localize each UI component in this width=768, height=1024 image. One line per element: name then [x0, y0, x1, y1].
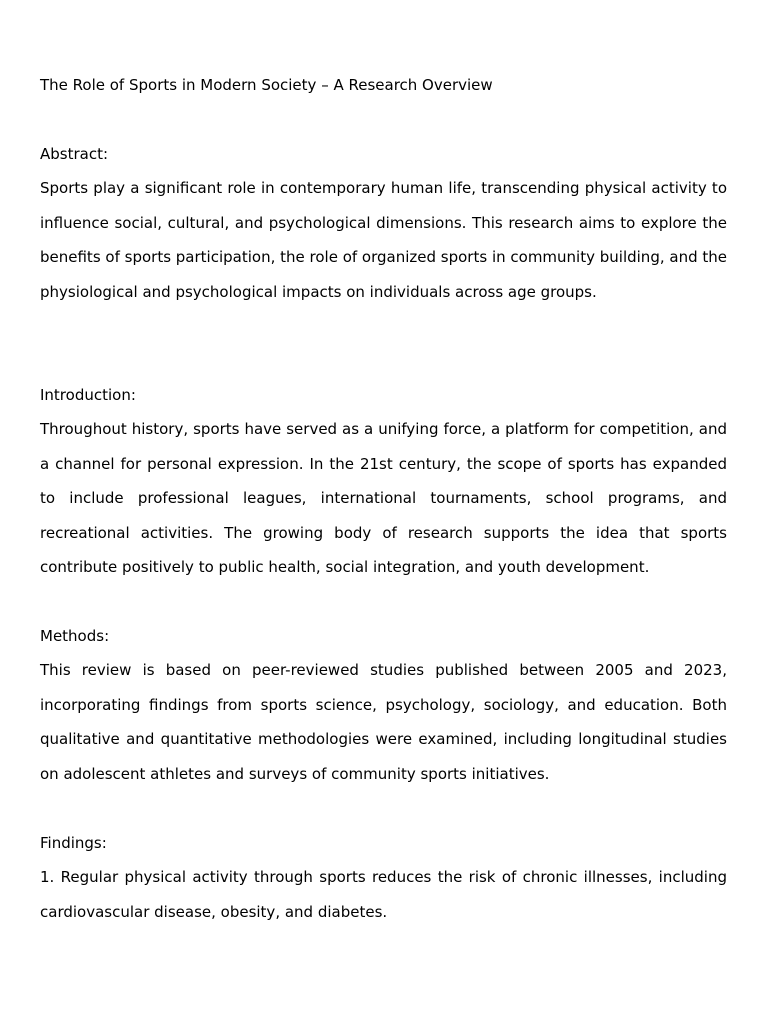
section-body-abstract: Sports play a significant role in contemporary human life, transcending physical activity to influence social, cultural, and psychological dimensions. This research aims to explore the benefits of sports participation, the role of organized sports in community building, and the physiological and psychological impacts on individuals across age groups.: [40, 179, 727, 301]
section-body-findings: 1. Regular physical activity through sports reduces the risk of chronic illnesses, including cardiovascular disease, obesity, and diabetes.: [40, 868, 727, 921]
section-heading-findings: Findings:: [40, 834, 107, 852]
section-heading-introduction: Introduction:: [40, 386, 136, 404]
section-heading-methods: Methods:: [40, 627, 110, 645]
section-heading-abstract: Abstract:: [40, 145, 109, 163]
section-body-methods: This review is based on peer-reviewed studies published between 2005 and 2023, incorporating findings from sports science, psychology, sociology, and education. Both qualitative and quantitative methodologies were examined, including longitudinal studies on adolescent athletes and surveys of community sports initiatives.: [40, 661, 727, 783]
section-body-introduction: Throughout history, sports have served as a unifying force, a platform for competition, and a channel for personal expression. In the 21st century, the scope of sports has expanded to include professional leagues, international tournaments, school programs, and recreational activities. The growing body of research supports the idea that sports contribute positively to public health, social integration, and youth development.: [40, 420, 727, 576]
document-title: The Role of Sports in Modern Society – A Research Overview: [40, 76, 493, 94]
